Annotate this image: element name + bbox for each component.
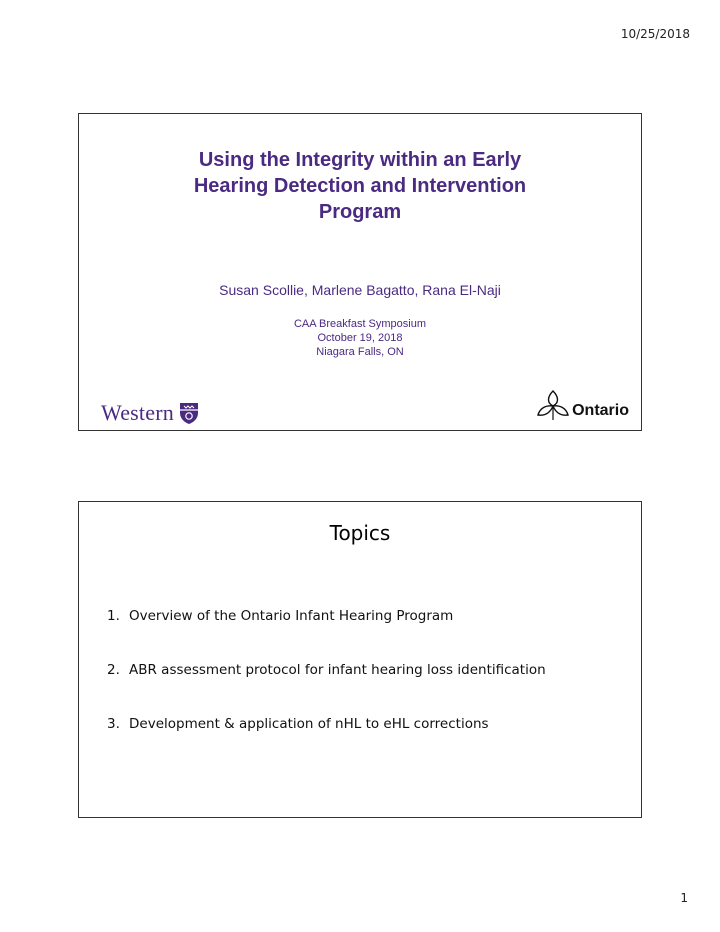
slide-topics	[78, 501, 642, 818]
list-text: ABR assessment protocol for infant hearing loss identification	[129, 662, 546, 678]
ontario-wordmark: Ontario	[572, 402, 629, 419]
list-item	[107, 716, 546, 770]
page-date: 10/25/2018	[620, 27, 690, 41]
list-item	[107, 662, 546, 716]
list-text: Development & application of nHL to eHL corrections	[129, 716, 489, 732]
event-name: CAA Breakfast Symposium	[293, 318, 427, 330]
list-number: 2.	[107, 662, 120, 678]
trillium-icon	[535, 388, 571, 422]
event-info	[79, 317, 641, 359]
list-text: Overview of the Ontario Infant Hearing Program	[129, 608, 454, 624]
list-number: 1.	[107, 608, 120, 624]
slide-title	[78, 113, 642, 431]
list-item	[107, 608, 546, 662]
title-line: Program	[318, 201, 402, 223]
page-number: 1	[680, 891, 688, 905]
ontario-logo	[535, 388, 629, 422]
western-crest-icon	[178, 401, 200, 425]
list-number: 3.	[107, 716, 120, 732]
event-date: October 19, 2018	[317, 332, 403, 344]
authors: Susan Scollie, Marlene Bagatto, Rana El-Naji	[219, 282, 501, 298]
western-logo	[101, 400, 200, 426]
title-line: Using the Integrity within an Early	[198, 149, 522, 171]
presentation-title	[79, 147, 641, 225]
topics-heading: Topics	[329, 521, 391, 545]
title-line: Hearing Detection and Intervention	[193, 175, 527, 197]
topics-list	[107, 608, 546, 770]
event-location: Niagara Falls, ON	[316, 346, 404, 358]
western-wordmark: Western	[101, 400, 174, 425]
